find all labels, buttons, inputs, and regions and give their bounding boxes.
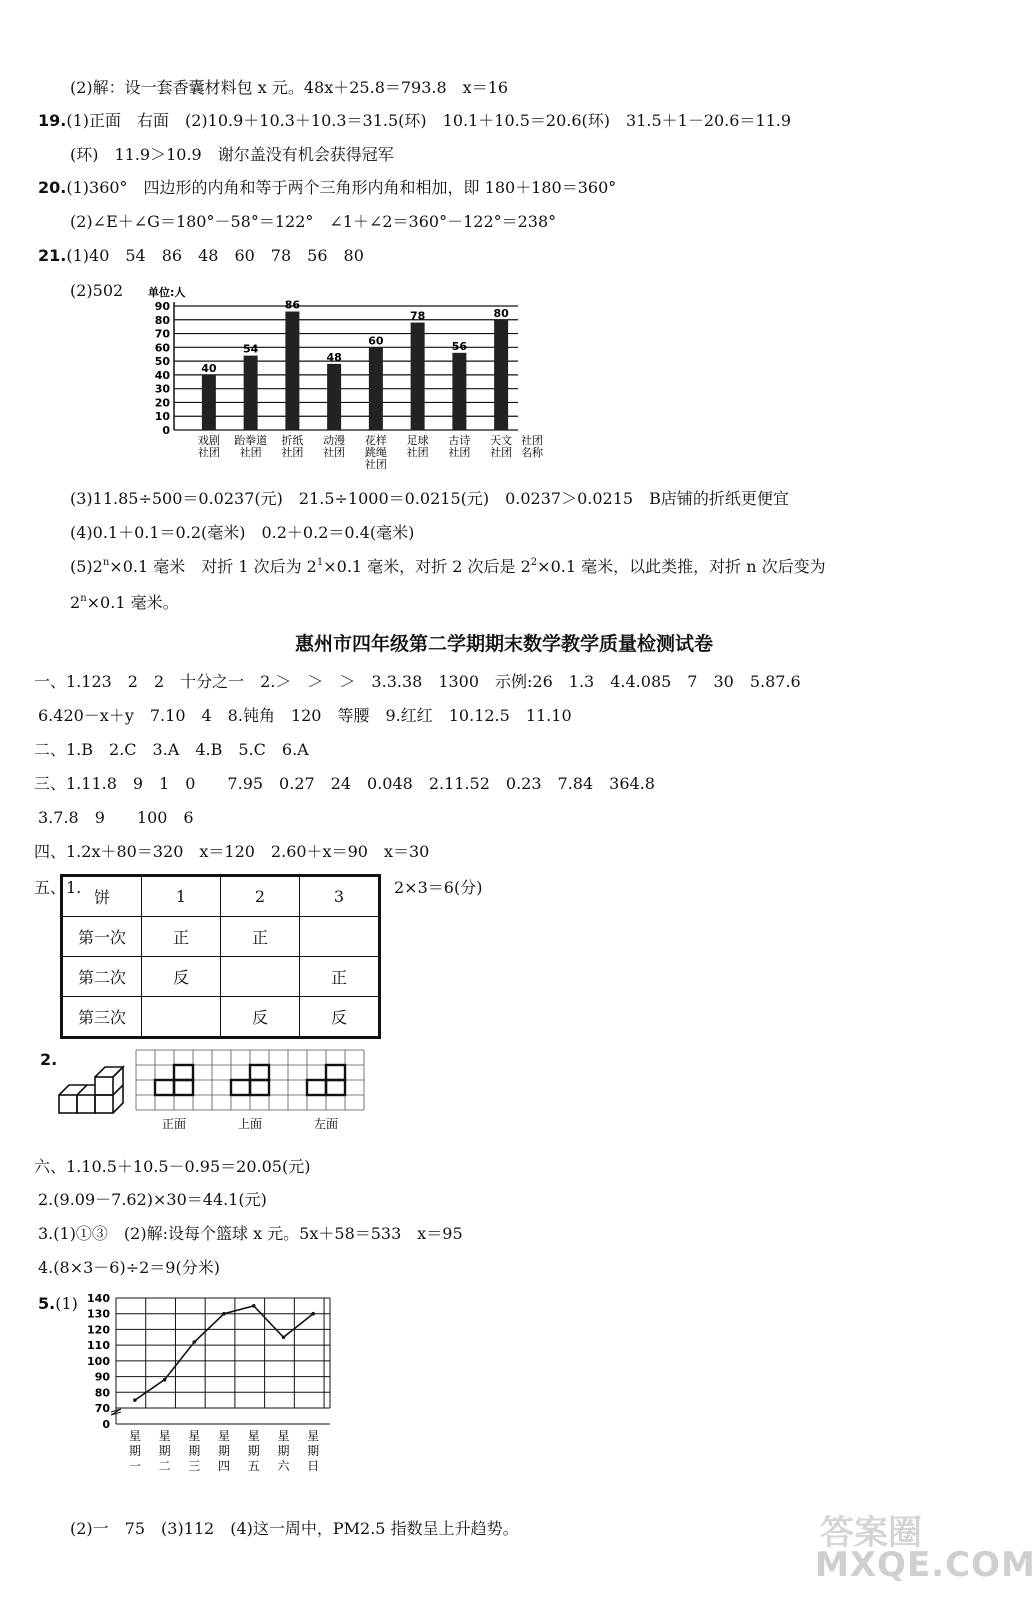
view-square xyxy=(326,1065,345,1080)
view-square xyxy=(231,1080,250,1095)
x-tick-label: 社团 xyxy=(364,458,387,471)
answer-line: 三、1.11.8 9 1 0 7.95 0.27 24 0.048 2.11.52 0.23 7.84 364.8 xyxy=(34,774,655,793)
bar xyxy=(411,323,425,430)
x-tick-label: 期 xyxy=(247,1444,260,1458)
section-title: 惠州市四年级第二学期期末数学教学质量检测试卷 xyxy=(294,633,713,655)
table-row xyxy=(62,957,380,997)
bar xyxy=(244,356,258,430)
coin-flip-table xyxy=(60,874,381,1039)
table-row xyxy=(62,917,380,957)
x-axis-label: 名称 xyxy=(521,446,543,459)
y-tick-label: 130 xyxy=(87,1307,110,1321)
bar xyxy=(202,375,216,430)
three-views-grid xyxy=(134,1048,374,1148)
answer-line: (2)一 75 (3)112 (4)这一周中，PM2.5 指数呈上升趋势。 xyxy=(70,1519,519,1538)
x-tick-label: 动漫 xyxy=(323,434,346,447)
data-point xyxy=(193,1340,197,1344)
answer-line xyxy=(38,1294,78,1314)
answer-text: ×0.1 毫米 对折 1 次后为 2 xyxy=(109,557,317,576)
view-square xyxy=(250,1080,269,1095)
club-bar-chart xyxy=(138,282,558,472)
table-cell xyxy=(300,917,380,957)
table-cell xyxy=(221,957,300,997)
x-tick-label: 折纸 xyxy=(281,434,304,447)
table-header-cell: 1 xyxy=(142,876,221,917)
series-line xyxy=(135,1306,313,1400)
data-point xyxy=(222,1312,226,1316)
bar xyxy=(369,347,383,430)
x-tick-label: 六 xyxy=(277,1459,290,1473)
bar xyxy=(285,312,299,430)
unit-label: 单位:人 xyxy=(148,286,186,299)
y-tick-label: 40 xyxy=(154,368,170,382)
view-label: 上面 xyxy=(237,1117,263,1131)
x-tick-label: 星 xyxy=(247,1429,260,1443)
table-cell xyxy=(142,997,221,1038)
data-point xyxy=(282,1335,286,1339)
answer-text: ×0.1 毫米，以此类推，对折 n 次后变为 xyxy=(537,557,826,576)
x-tick-label: 期 xyxy=(307,1444,320,1458)
x-tick-label: 社团 xyxy=(197,446,220,459)
y-tick-label: 20 xyxy=(154,396,170,410)
x-tick-label: 社团 xyxy=(490,446,513,459)
x-axis-label: 社团 xyxy=(521,434,543,447)
answer-line: (2)解：设一套香囊材料包 x 元。48x＋25.8＝793.8 x＝16 xyxy=(70,78,509,97)
x-tick-label: 二 xyxy=(158,1459,171,1473)
view-square xyxy=(326,1080,345,1095)
x-tick-label: 星 xyxy=(277,1429,290,1443)
x-tick-label: 古诗 xyxy=(448,434,471,447)
x-tick-label: 社团 xyxy=(406,446,429,459)
watermark-logo: 答案圈 xyxy=(820,1513,922,1553)
bar-value-label: 78 xyxy=(409,309,426,323)
answer-line xyxy=(38,178,616,198)
y-tick-label: 30 xyxy=(154,382,170,396)
x-tick-label: 期 xyxy=(277,1444,290,1458)
y-tick-label: 110 xyxy=(87,1339,110,1353)
x-tick-label: 跳绳 xyxy=(364,446,387,459)
x-tick-label: 天文 xyxy=(490,434,513,447)
data-point xyxy=(163,1378,167,1382)
superscript: 1 xyxy=(316,557,324,568)
data-point xyxy=(252,1304,256,1308)
answer-line: 3.(1)①③ (2)解:设每个篮球 x 元。5x＋58＝533 x＝95 xyxy=(38,1224,463,1243)
y-tick-label: 140 xyxy=(87,1292,110,1305)
answer-text: ×0.1 毫米，对折 2 次后是 2 xyxy=(323,557,531,576)
answer-line: (2)502 xyxy=(70,281,124,300)
y-tick-label: 80 xyxy=(154,313,170,327)
bar xyxy=(327,364,341,430)
question-number: 20. xyxy=(38,178,67,197)
table-cell: 正 xyxy=(300,957,380,997)
answer-text: (1)360° 四边形的内角和等于两个三角形内角和相加，即 180＋180＝360° xyxy=(66,178,617,197)
y-tick-label: 10 xyxy=(154,410,170,424)
view-label: 正面 xyxy=(161,1117,187,1131)
data-point xyxy=(133,1398,137,1402)
table-cell: 第三次 xyxy=(62,997,142,1038)
answer-line: (环) 11.9＞10.9 谢尔盖没有机会获得冠军 xyxy=(70,145,394,164)
question-number: 19. xyxy=(38,111,67,130)
answer-text: (5)2 xyxy=(70,557,103,576)
view-square xyxy=(174,1065,193,1080)
bar-value-label: 54 xyxy=(242,342,259,356)
answer-line: 6.420－x＋y 7.10 4 8.钝角 120 等腰 9.红红 10.12.5 11.10 xyxy=(38,706,572,725)
data-point xyxy=(311,1312,315,1316)
x-tick-label: 社团 xyxy=(323,446,346,459)
y-tick-label: 0 xyxy=(102,1418,110,1431)
bar-value-label: 86 xyxy=(284,298,301,312)
question-number: 2. xyxy=(40,1050,58,1069)
table-cell: 第一次 xyxy=(62,917,142,957)
y-tick-label: 80 xyxy=(94,1386,110,1400)
table-header-cell: 饼 xyxy=(62,876,142,917)
answer-text: (1)40 54 86 48 60 78 56 80 xyxy=(66,246,364,265)
cube-stack-figure xyxy=(55,1055,135,1117)
x-tick-label: 花样 xyxy=(364,434,387,447)
x-tick-label: 期 xyxy=(188,1444,201,1458)
table-header-cell: 2 xyxy=(221,876,300,917)
answer-line: 四、1.2x＋80＝320 x＝120 2.60＋x＝90 x＝30 xyxy=(34,842,430,861)
table-cell: 正 xyxy=(142,917,221,957)
answer-line xyxy=(70,593,179,616)
answer-text: (1)正面 右面 (2)10.9＋10.3＋10.3＝31.5(环) 10.1＋10.5＝20.6(环) 31.5＋1－20.6＝11.9 xyxy=(66,111,792,130)
view-square xyxy=(307,1080,326,1095)
x-tick-label: 期 xyxy=(128,1444,141,1458)
answer-line: 3.7.8 9 100 6 xyxy=(38,808,194,827)
x-tick-label: 社团 xyxy=(448,446,471,459)
question-number: 21. xyxy=(38,246,67,265)
table-cell: 反 xyxy=(142,957,221,997)
y-tick-label: 100 xyxy=(87,1354,110,1368)
superscript: n xyxy=(80,593,87,604)
view-square xyxy=(250,1065,269,1080)
view-square xyxy=(155,1080,174,1095)
y-tick-label: 0 xyxy=(162,424,170,437)
x-tick-label: 星 xyxy=(128,1429,141,1443)
x-tick-label: 期 xyxy=(158,1444,171,1458)
answer-text: 2 xyxy=(70,593,81,612)
superscript: 2 xyxy=(530,557,538,568)
y-tick-label: 60 xyxy=(154,341,170,355)
table-row xyxy=(62,876,380,917)
y-tick-label: 90 xyxy=(154,300,170,313)
table-row xyxy=(62,997,380,1038)
answer-line: 五、1. xyxy=(34,878,82,897)
y-tick-label: 50 xyxy=(154,355,170,369)
x-tick-label: 五 xyxy=(247,1459,260,1473)
bar xyxy=(494,320,508,430)
x-tick-label: 跆拳道 xyxy=(234,434,268,447)
table-cell: 正 xyxy=(221,917,300,957)
table-cell: 反 xyxy=(221,997,300,1038)
answer-line xyxy=(38,246,364,266)
bar-value-label: 80 xyxy=(493,306,509,320)
x-tick-label: 戏剧 xyxy=(197,434,220,447)
pm25-line-chart xyxy=(82,1290,342,1490)
question-number: 5. xyxy=(38,1294,56,1313)
x-tick-label: 一 xyxy=(128,1459,141,1473)
superscript: n xyxy=(102,557,110,568)
answer-line: 六、1.10.5＋10.5－0.95＝20.05(元) xyxy=(34,1157,311,1176)
x-tick-label: 星 xyxy=(188,1429,201,1443)
answer-line: 4.(8×3－6)÷2＝9(分米) xyxy=(38,1258,220,1277)
table-cell: 反 xyxy=(300,997,380,1038)
answer-line: 二、1.B 2.C 3.A 4.B 5.C 6.A xyxy=(34,740,309,759)
answer-line: 2.(9.09－7.62)×30＝44.1(元) xyxy=(38,1190,267,1209)
answer-text: (1) xyxy=(55,1294,78,1313)
x-tick-label: 三 xyxy=(188,1459,201,1473)
bar-value-label: 48 xyxy=(326,350,342,364)
view-label: 左面 xyxy=(313,1117,339,1131)
answer-line: (4)0.1＋0.1＝0.2(毫米) 0.2＋0.2＝0.4(毫米) xyxy=(70,523,415,542)
bar-value-label: 60 xyxy=(368,334,384,348)
bar-value-label: 40 xyxy=(201,361,217,375)
x-tick-label: 社团 xyxy=(281,446,304,459)
watermark-text: MXQE.COM xyxy=(815,1545,1036,1585)
y-tick-label: 90 xyxy=(94,1370,110,1384)
x-tick-label: 星 xyxy=(307,1429,320,1443)
x-tick-label: 社团 xyxy=(239,446,262,459)
table-header-cell: 3 xyxy=(300,876,380,917)
answer-line xyxy=(70,557,826,580)
answer-line: (2)∠E＋∠G＝180°－58°＝122° ∠1＋∠2＝360°－122°＝238° xyxy=(70,212,557,231)
x-tick-label: 四 xyxy=(218,1459,231,1473)
table-cell: 第二次 xyxy=(62,957,142,997)
x-tick-label: 日 xyxy=(307,1459,320,1473)
x-tick-label: 期 xyxy=(218,1444,231,1458)
answer-line: (3)11.85÷500＝0.0237(元) 21.5÷1000＝0.0215(元) 0.0237＞0.0215 B店铺的折纸更便宜 xyxy=(70,489,789,508)
bar xyxy=(452,353,466,430)
answer-line xyxy=(38,111,791,131)
bar-value-label: 56 xyxy=(451,339,468,353)
y-tick-label: 120 xyxy=(87,1323,110,1337)
answer-line: 一、1.123 2 2 十分之一 2.＞ ＞ ＞ 3.3.38 1300 示例:26 1.3 4.4.085 7 30 5.87.6 xyxy=(34,672,801,691)
x-tick-label: 星 xyxy=(218,1429,231,1443)
x-tick-label: 星 xyxy=(158,1429,171,1443)
y-tick-label: 70 xyxy=(94,1402,110,1415)
y-tick-label: 70 xyxy=(154,327,170,341)
answer-line: 2×3＝6(分) xyxy=(394,878,483,897)
view-square xyxy=(174,1080,193,1095)
answer-text: ×0.1 毫米。 xyxy=(86,593,179,612)
x-tick-label: 足球 xyxy=(406,434,429,447)
